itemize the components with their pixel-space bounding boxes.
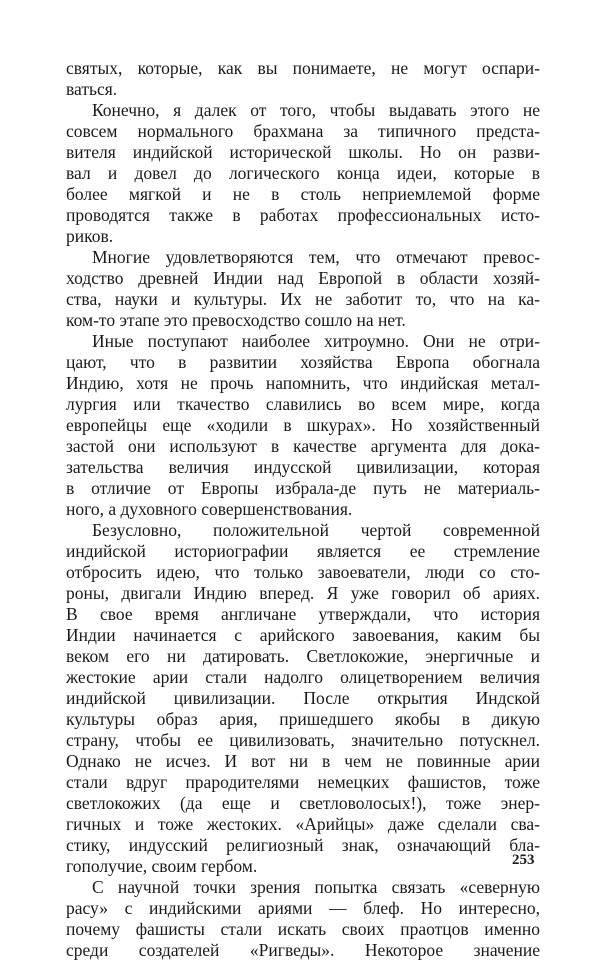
text-line: стали вдруг прародителями немецких фашистов, тоже [66,772,540,792]
text-line: вал и довел до логического конца идеи, которые в [66,163,540,183]
text-line: Конечно, я далек от того, чтобы выдавать этого не [92,100,540,120]
text-line: Иные поступают наиболее хитроумно. Они не отри- [92,331,540,351]
text-line: цают, что в развитии хозяйства Европа обогнала [66,352,540,372]
text-line: светлокожих (да еще и светловолосых!), тоже энер- [66,793,540,813]
text-line: роны, двигали Индию вперед. Я уже говорил об ариях. [66,583,540,603]
text-line: Индию, хотя не прочь напомнить, что индийская метал- [66,373,540,393]
text-line: лургия или ткачество славились во всем мире, когда [66,394,540,414]
text-line: ваться. [66,79,118,99]
text-line: зательства величия индусской цивилизации, которая [66,457,540,477]
text-line: почему фашисты стали искать своих праотцов именно [66,919,540,939]
text-line: ком-то этапе это превосходство сошло на нет. [66,310,406,330]
text-line: веком его ни датировать. Светлокожие, энергичные и [66,646,540,666]
text-line: риков. [66,226,114,246]
text-line: индийской историографии является ее стремление [66,541,540,561]
text-line: ходство древней Индии над Европой в области хозяй- [66,268,540,288]
text-line: проводятся также в работах профессиональных исто- [66,205,540,225]
text-line: гичных и тоже жестоких. «Арийцы» даже сделали сва- [66,814,540,834]
text-line: ства, науки и культуры. Их не заботит то, что на ка- [66,289,540,309]
text-line: индийской цивилизации. После открытия Индской [66,688,540,708]
text-line: вителя индийской исторической школы. Но он разви- [66,142,540,162]
text-line: святых, которые, как вы понимаете, не могут оспари- [66,58,540,78]
text-line: Однако не исчез. И вот ни в чем не повинные арии [66,751,540,771]
page-body-text [66,58,540,961]
text-line: страну, чтобы ее цивилизовать, значительно потускнел. [66,730,540,750]
text-line: в отличие от Европы избрала-де путь не материаль- [66,478,540,498]
text-line: европейцы еще «ходили в шкурах». Но хозяйственный [66,415,540,435]
text-line: Многие удовлетворяются тем, что отмечают превос- [92,247,540,267]
text-line: жестокие арии стали надолго олицетворением величия [66,667,540,687]
text-line: В свое время англичане утверждали, что история [66,604,540,624]
text-line: более мягкой и не в столь неприемлемой форме [66,184,540,204]
text-line: расу» с индийскими ариями — блеф. Но интересно, [66,898,540,918]
text-line: застой они используют в качестве аргумента для дока- [66,436,540,456]
text-line: среди создателей «Ригведы». Некоторое значение [66,940,540,960]
text-line: Индии начинается с арийского завоевания, каким бы [66,625,540,645]
page-number: 253 [512,852,535,868]
text-line: ного, а духовного совершенствования. [66,499,353,519]
text-line: культуры образ ария, пришедшего якобы в дикую [66,709,540,729]
text-line: С научной точки зрения попытка связать «северную [92,877,540,897]
text-line: отбросить идею, что только завоеватели, люди со сто- [66,562,540,582]
text-line: совсем нормального брахмана за типичного предста- [66,121,540,141]
text-line: Безусловно, положительной чертой современной [92,520,540,540]
text-line: гополучие, своим гербом. [66,856,258,876]
text-line: стику, индусский религиозный знак, означающий бла- [66,835,540,855]
